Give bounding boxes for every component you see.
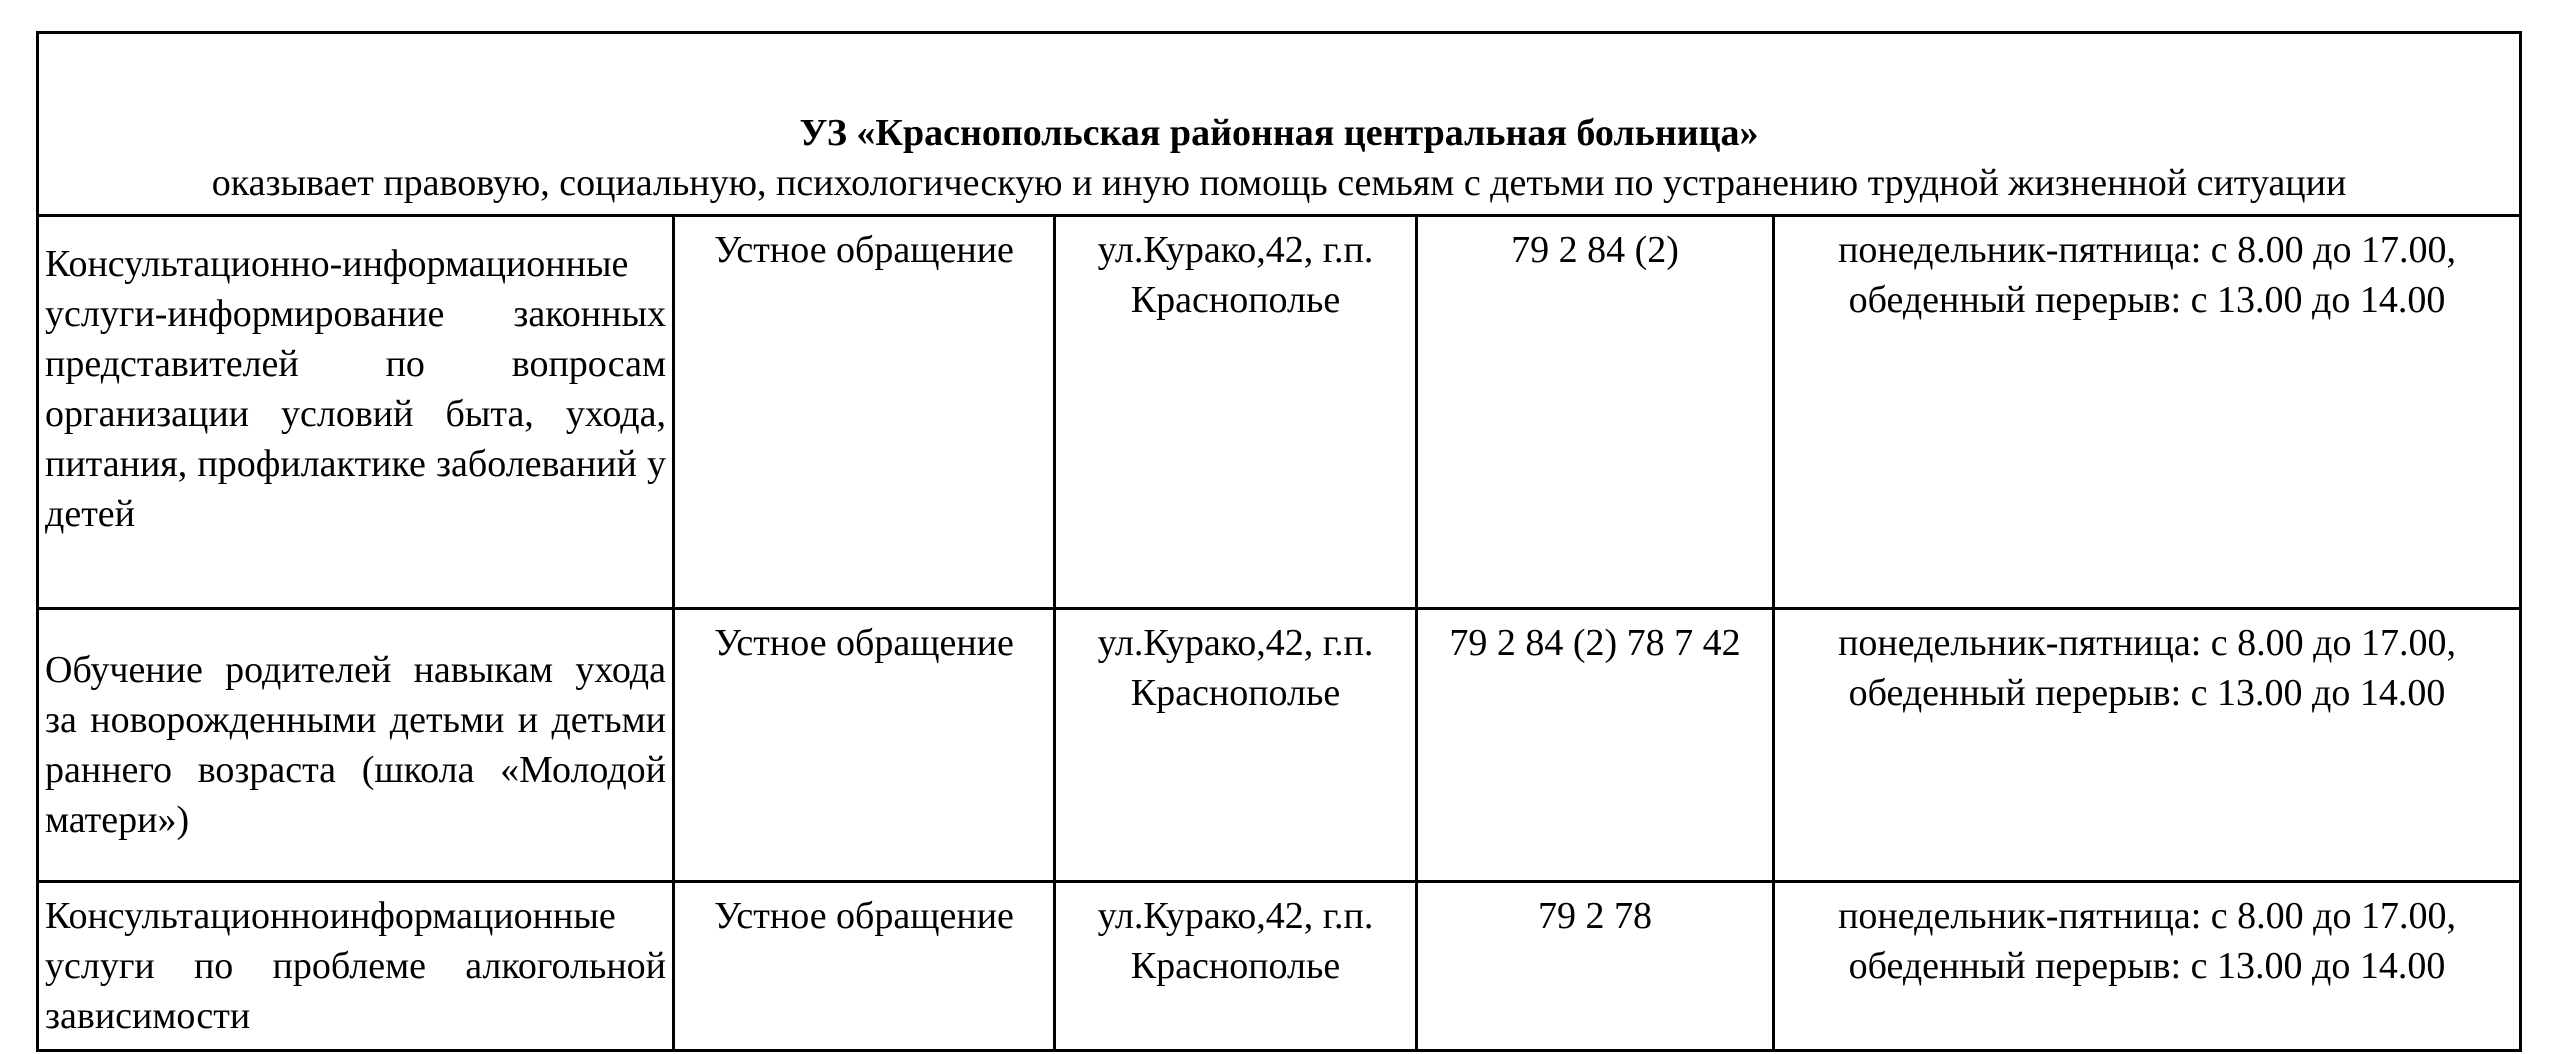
- organization-title: УЗ «Краснопольская районная центральная больница»: [799, 112, 1759, 154]
- contact-form-cell: Устное обращение: [674, 216, 1055, 609]
- hours-cell: [1774, 609, 2521, 882]
- hours-lunch-break: обеденный перерыв: с 13.00 до 14.00: [1848, 672, 2446, 714]
- hours-lunch-break: обеденный перерыв: с 13.00 до 14.00: [1848, 279, 2446, 321]
- phone-cell: 79 2 84 (2) 78 7 42: [1417, 609, 1774, 882]
- address-town: Краснополье: [1130, 945, 1341, 987]
- service-name-cell: Обучение родителей навыкам ухода за новорожденными детьми и детьми раннего возраста (школа «Молодой матери»): [38, 609, 674, 882]
- address-street: ул.Курако,42, г.п.: [1097, 622, 1374, 664]
- organization-subtitle: оказывает правовую, социальную, психологическую и иную помощь семьям с детьми по устранению трудной жизненной ситуации: [211, 162, 2347, 204]
- hours-workdays: понедельник-пятница: с 8.00 до 17.00,: [1838, 622, 2456, 664]
- address-cell: [1055, 216, 1417, 609]
- address-cell: [1055, 882, 1417, 1051]
- services-table: [36, 31, 2522, 1052]
- address-street: ул.Курако,42, г.п.: [1097, 229, 1374, 271]
- table-row: [38, 882, 2521, 1051]
- contact-form-cell: Устное обращение: [674, 882, 1055, 1051]
- table-header-cell: [38, 33, 2521, 216]
- address-cell: [1055, 609, 1417, 882]
- hours-workdays: понедельник-пятница: с 8.00 до 17.00,: [1838, 229, 2456, 271]
- table-header-row: [38, 33, 2521, 216]
- hours-cell: [1774, 882, 2521, 1051]
- phone-cell: 79 2 78: [1417, 882, 1774, 1051]
- hours-lunch-break: обеденный перерыв: с 13.00 до 14.00: [1848, 945, 2446, 987]
- table-row: [38, 216, 2521, 609]
- table-row: [38, 609, 2521, 882]
- contact-form-cell: Устное обращение: [674, 609, 1055, 882]
- service-name-cell: Консультационноинформационные услуги по проблеме алкогольной зависимости: [38, 882, 674, 1051]
- document-page: [36, 31, 2519, 1052]
- hours-cell: [1774, 216, 2521, 609]
- address-town: Краснополье: [1130, 279, 1341, 321]
- service-name-cell: Консультационно-информационные услуги-информирование законных представителей по вопросам организации условий быта, ухода, питания, профилактике заболеваний у детей: [38, 216, 674, 609]
- phone-cell: 79 2 84 (2): [1417, 216, 1774, 609]
- address-street: ул.Курако,42, г.п.: [1097, 895, 1374, 937]
- hours-workdays: понедельник-пятница: с 8.00 до 17.00,: [1838, 895, 2456, 937]
- address-town: Краснополье: [1130, 672, 1341, 714]
